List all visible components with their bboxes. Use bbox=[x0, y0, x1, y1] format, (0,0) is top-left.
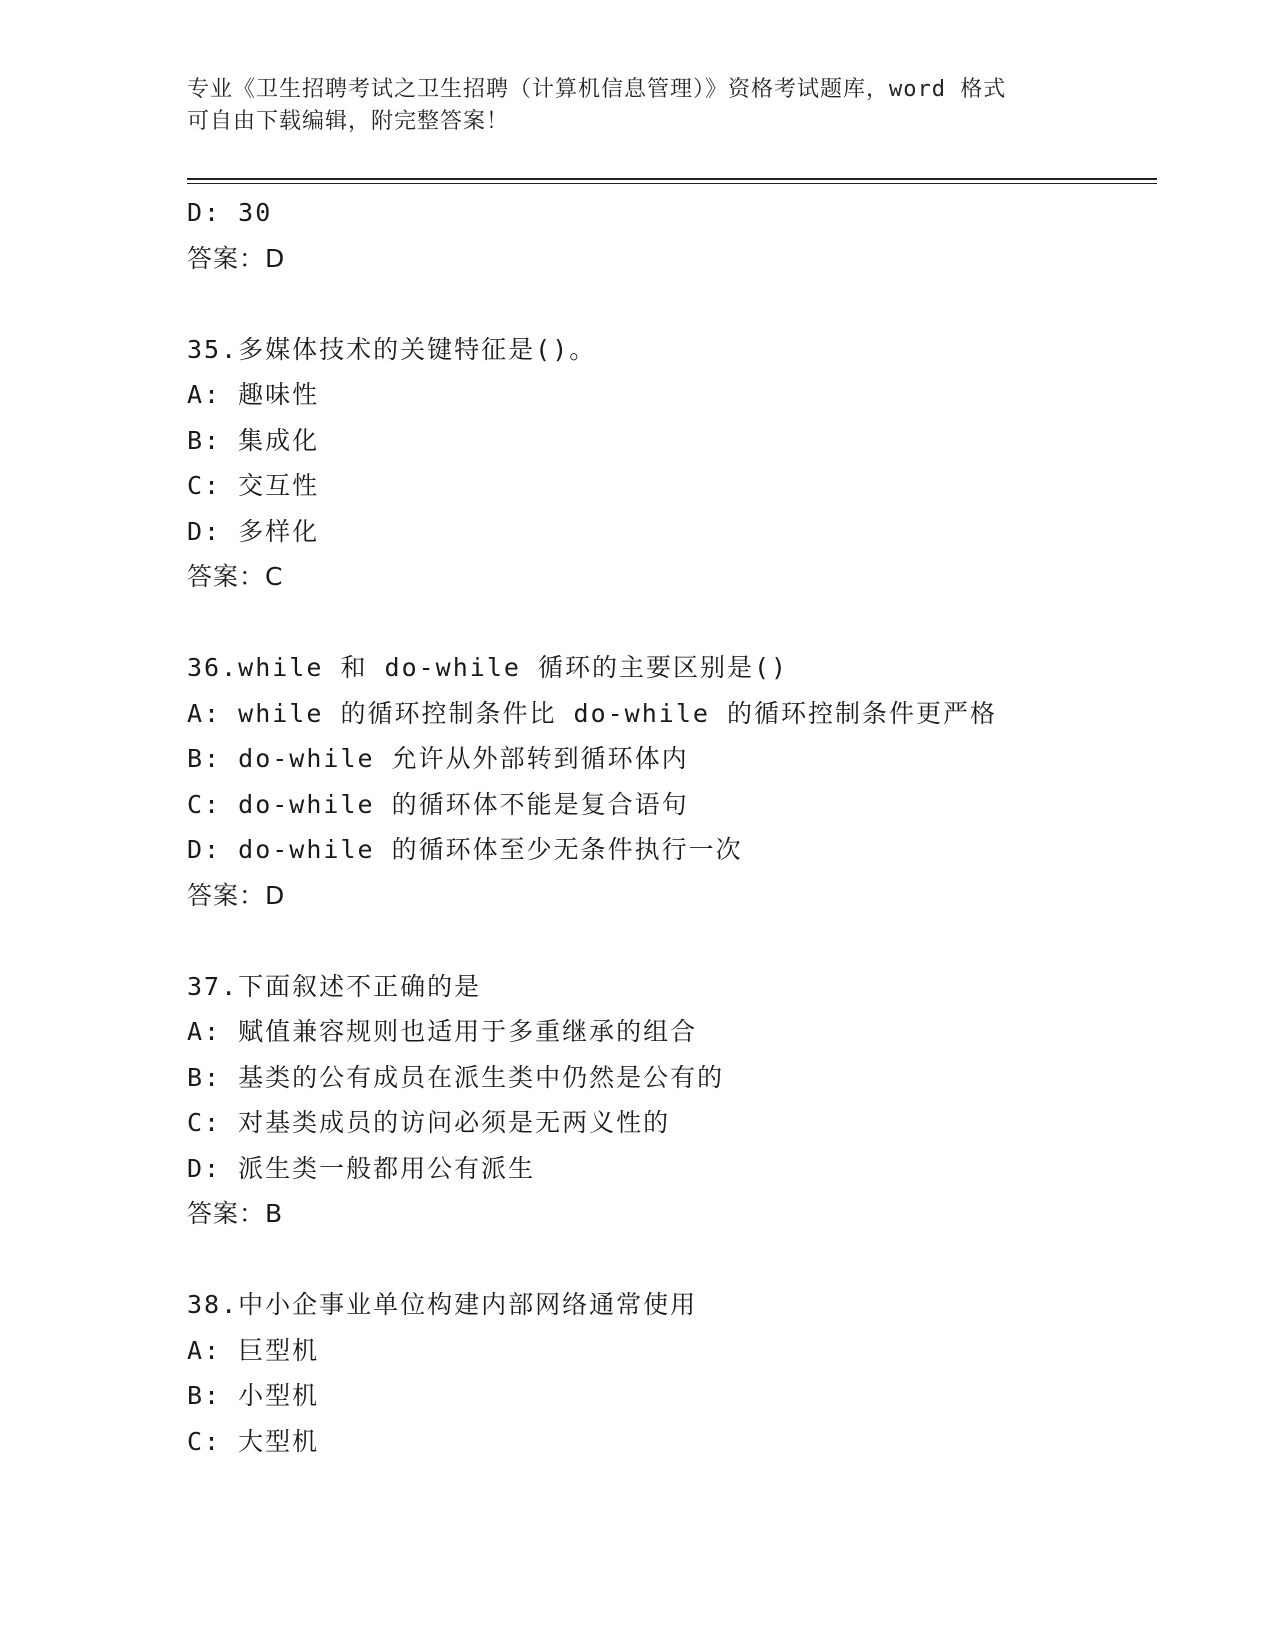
answer-line: 答案：C bbox=[187, 562, 284, 591]
question-list bbox=[187, 190, 1147, 1464]
answer-line: 答案：D bbox=[187, 243, 286, 273]
option-d: D: do-while 的循环体至少无条件执行一次 bbox=[187, 835, 743, 864]
option-d: D: 多样化 bbox=[187, 516, 320, 546]
option-a: A: 赋值兼容规则也适用于多重继承的组合 bbox=[187, 1017, 698, 1046]
option-a: A: 趣味性 bbox=[187, 380, 320, 409]
question-38 bbox=[187, 1282, 1147, 1464]
spacer bbox=[187, 600, 1147, 646]
spacer bbox=[187, 918, 1147, 964]
header-divider-thick bbox=[187, 178, 1157, 180]
header-title-line-1: 专业《卫生招聘考试之卫生招聘（计算机信息管理）》资格考试题库，word 格式 bbox=[187, 77, 1007, 102]
page-header bbox=[187, 74, 1087, 138]
spacer bbox=[187, 281, 1147, 327]
question-stem: 38.中小企事业单位构建内部网络通常使用 bbox=[187, 1290, 698, 1319]
question-36 bbox=[187, 645, 1147, 918]
question-stem: 36.while 和 do-while 循环的主要区别是() bbox=[187, 653, 789, 682]
question-stem: 37.下面叙述不正确的是 bbox=[187, 971, 482, 1001]
option-d: D: 派生类一般都用公有派生 bbox=[187, 1153, 536, 1183]
option-a: A: while 的循环控制条件比 do-while 的循环控制条件更严格 bbox=[187, 698, 997, 728]
option-b: B: 小型机 bbox=[187, 1381, 320, 1410]
option-b: B: do-while 允许从外部转到循环体内 bbox=[187, 744, 689, 773]
option-a: A: 巨型机 bbox=[187, 1335, 320, 1365]
question-34-continuation bbox=[187, 190, 1147, 281]
answer-line: 答案：B bbox=[187, 1199, 284, 1228]
header-title-line-2: 可自由下载编辑，附完整答案！ bbox=[187, 109, 510, 134]
option-c: C: 交互性 bbox=[187, 471, 320, 500]
answer-line: 答案：D bbox=[187, 880, 286, 910]
option-c: C: do-while 的循环体不能是复合语句 bbox=[187, 789, 689, 819]
option-c: C: 对基类成员的访问必须是无两义性的 bbox=[187, 1108, 671, 1137]
option-b: B: 基类的公有成员在派生类中仍然是公有的 bbox=[187, 1062, 725, 1092]
spacer bbox=[187, 1237, 1147, 1283]
option-b: B: 集成化 bbox=[187, 425, 320, 455]
question-35 bbox=[187, 327, 1147, 600]
question-stem: 35.多媒体技术的关键特征是()。 bbox=[187, 334, 597, 364]
header-divider-thin bbox=[187, 183, 1157, 184]
option-d: D: 30 bbox=[187, 198, 273, 227]
option-c: C: 大型机 bbox=[187, 1426, 320, 1456]
question-37 bbox=[187, 964, 1147, 1237]
